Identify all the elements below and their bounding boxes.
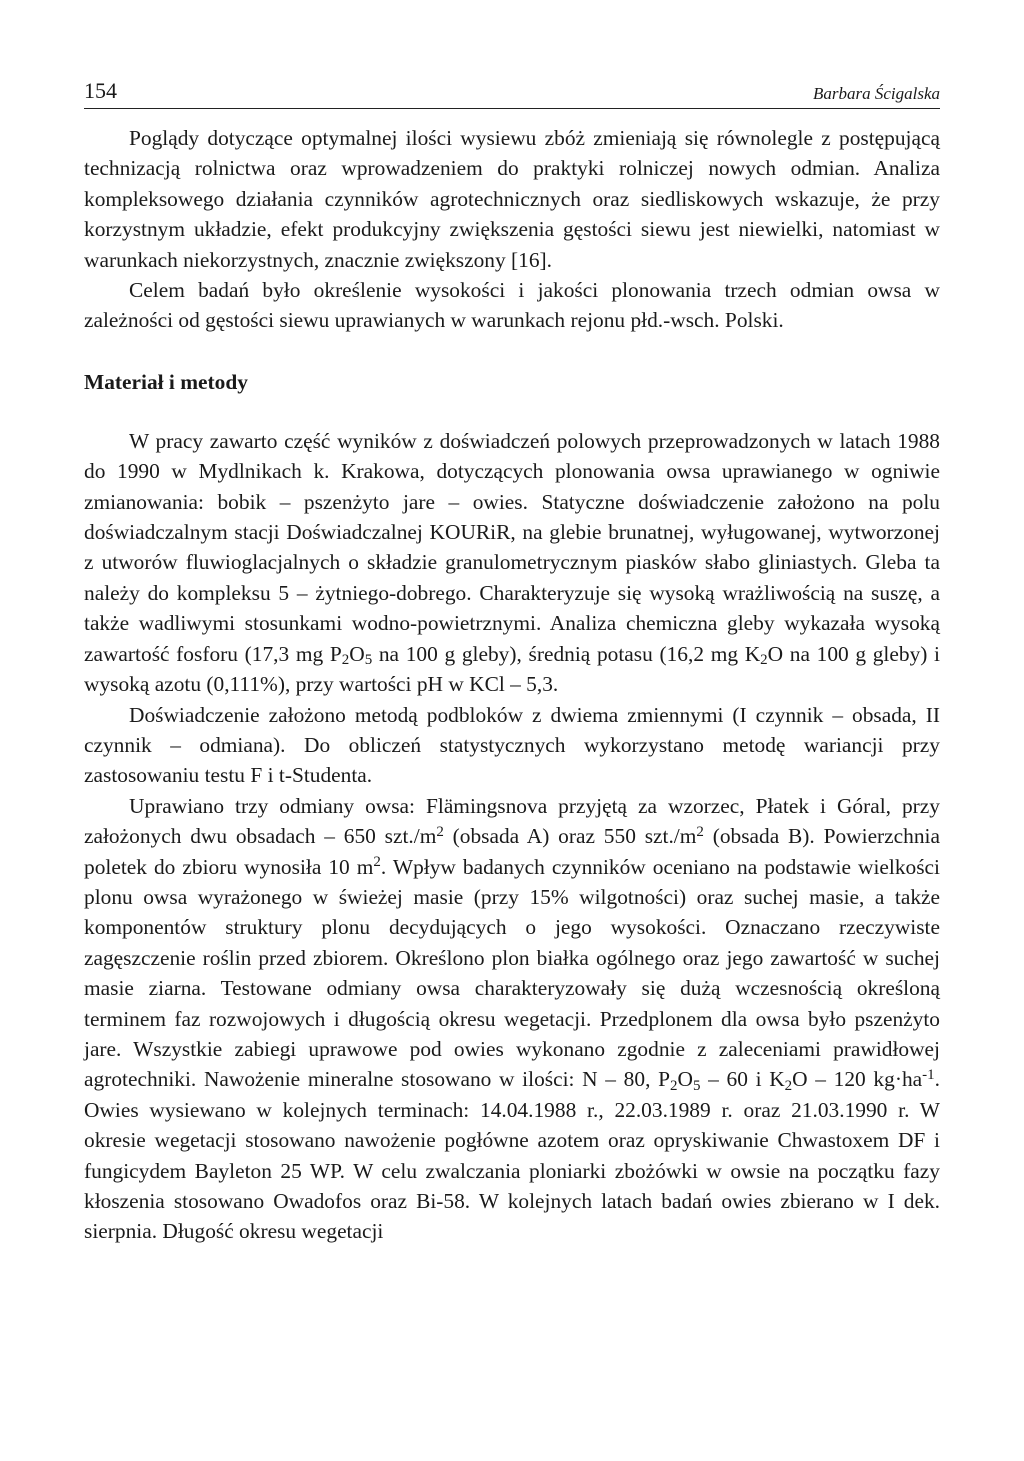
paragraph-design: Doświadczenie założono metodą podbloków z dwiema zmiennymi (I czynnik – obsada, II czynnik – odmiana). Do obliczeń statystycznych wykorzystano metodę wariancji przy zastosowaniu testu F i t-Studenta.: [84, 702, 940, 788]
running-header: [84, 70, 940, 109]
paragraph-experiment: W pracy zawarto część wyników z doświadczeń polowych przeprowadzonych w latach 1988 do 1990 w Mydlnikach k. Krakowa, dotyczących plonowania owsa uprawianego w ogniwie zmianowania: bobik – pszenżyto jare – owies. Statyczne doświadczenie założono na polu doświadczalnym stacji Doświadczalnej KOURiR, na glebie brunatnej, wyługowanej, wytworzonej z utworów fluwioglacjalnych o składzie granulometrycznym piasków słabo gliniastych. Gleba ta należy do kompleksu 5 – żytniego-dobrego. Charakteryzuje się wysoką wrażliwością na suszę, a także wadliwymi stosunkami wodno-powietrznymi. Analiza chemiczna gleby wykazała wysoką zawartość fosforu (17,3 mg $P_2O_5$ na 100 g gleby), średnią potasu (16,2 mg $K_2O$ na 100 g gleby) i wysoką azotu (0,111%), przy wartości pH w KCl – 5,3.: [84, 428, 941, 697]
page: [84, 70, 940, 1247]
paragraph-intro: Poglądy dotyczące optymalnej ilości wysiewu zbóż zmieniają się równolegle z postępującą technizacją rolnictwa oraz wprowadzeniem do praktyki rolniczej nowych odmian. Analiza kompleksowego działania czynników agrotechnicznych oraz siedliskowych wskazuje, że przy korzystnym układzie, efekt produkcyjny zwiększenia gęstości siewu jest niewielki, natomiast w warunkach niekorzystnych, znacznie zwiększony [16].: [84, 126, 940, 272]
article-body: [84, 123, 940, 1247]
section-heading: Materiał i metody: [84, 369, 248, 394]
paragraph-varieties: Uprawiano trzy odmiany owsa: Flämingsnova przyjętą za wzorzec, Płatek i Góral, przy założonych dwu obsadach – 650 $szt./m^2$ (obsada A) oraz 550 $szt./m^2$ (obsada B). Powierzchnia poletek do zbioru wynosiła 10 $m^2$. Wpływ badanych czynników oceniano na podstawie wielkości plonu owsa wyrażonego w świeżej masie (przy 15% wilgotności) oraz suchej masie, a także komponentów struktury plonu decydujących o jego wysokości. Oznaczano rzeczywiste zagęszczenie roślin przed zbiorem. Określono plon białka ogólnego oraz jego zawartość w suchej masie ziarna. Testowane odmiany owsa charakteryzowały się dużą wczesnością określoną terminem faz rozwojowych i długością okresu wegetacji. Przedplonem dla owsa było pszenżyto jare. Wszystkie zabiegi uprawowe pod owies wykonano zgodnie z zaleceniami prawidłowej agrotechniki. Nawożenie mineralne stosowano w ilości: N – 80, $P_2O_5 - 60$ i $K_2O - 120$ $kg\cdot ha^{-1}$. Owies wysiewano w kolejnych terminach: 14.04.1988 r., 22.03.1989 r. oraz 21.03.1990 r. W okresie wegetacji stosowano nawożenie pogłówne azotem oraz opryskiwanie Chwastoxem DF i fungicydem Bayleton 25 WP. W celu zwalczania ploniarki zbożówki w owsie na początku fazy kłoszenia stosowano Owadofos oraz Bi-58. W kolejnych latach badań owies zbierano w I dek. sierpnia. Długość okresu wegetacji: [84, 793, 940, 1244]
paragraph-aim: Celem badań było określenie wysokości i jakości plonowania trzech odmian owsa w zależności od gęstości siewu uprawianych w warunkach rejonu płd.-wsch. Polski.: [84, 278, 940, 333]
running-author: Barbara Ścigalska: [812, 84, 940, 103]
page-number: 154: [84, 78, 117, 103]
